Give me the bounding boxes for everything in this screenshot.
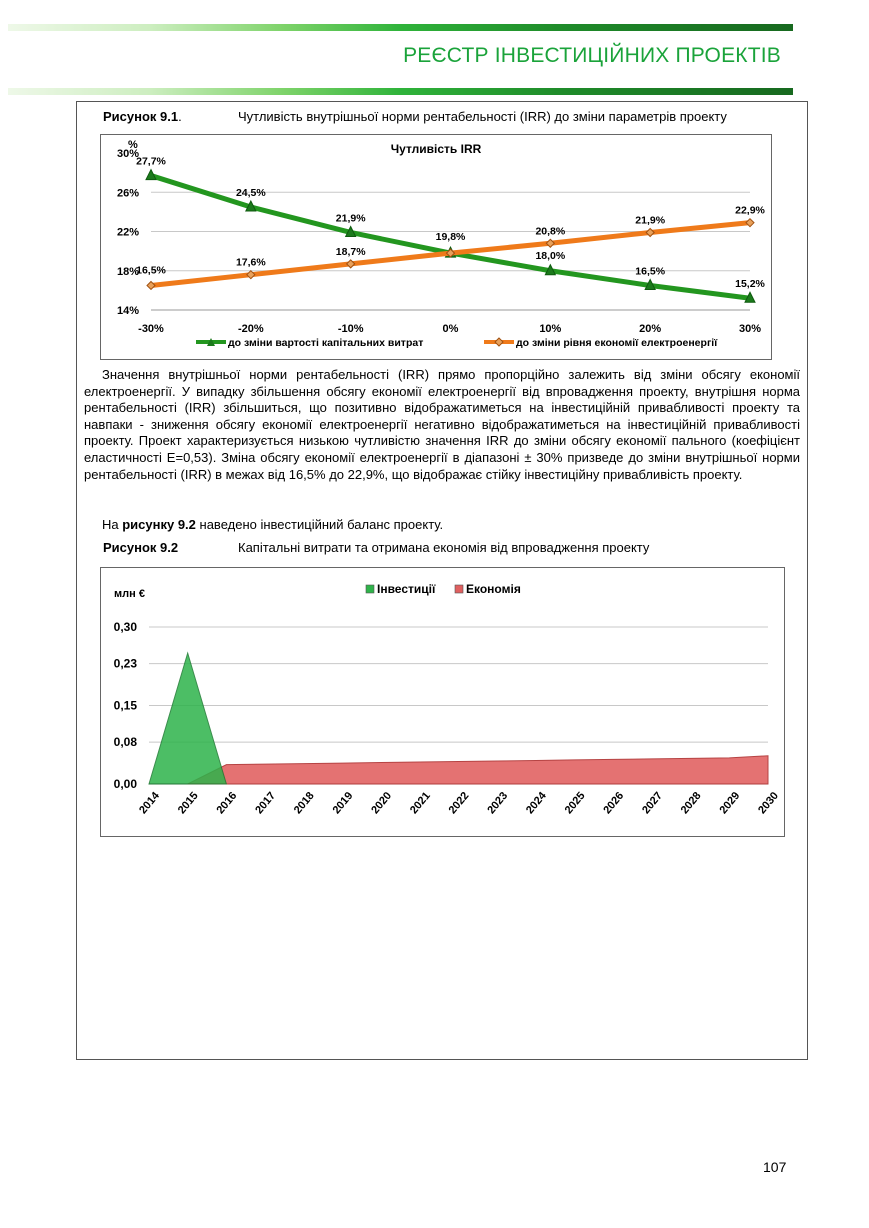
chart1-x-tick: -30% xyxy=(138,323,164,335)
chart2-y-tick: 0,08 xyxy=(113,735,137,750)
chart1-y-unit: % xyxy=(128,139,138,151)
chart2-x-tick: 2026 xyxy=(601,789,627,817)
page-number: 107 xyxy=(763,1159,787,1175)
header-band-bottom xyxy=(8,88,793,95)
chart1-y-tick: 14% xyxy=(116,305,139,317)
chart1-data-label: 17,6% xyxy=(235,256,266,269)
chart2-legend-swatch xyxy=(455,585,463,593)
chart1-data-label: 20,8% xyxy=(535,225,566,238)
investment-balance-svg xyxy=(101,568,784,836)
figure2-caption: Капітальні витрати та отримана економія від впровадження проекту xyxy=(238,540,650,555)
chart2-x-tick: 2014 xyxy=(137,789,163,817)
chart2-x-tick: 2027 xyxy=(640,789,665,817)
chart1-y-tick: 22% xyxy=(116,226,139,239)
chart1-y-tick: 26% xyxy=(116,187,139,200)
chart2-economy-area xyxy=(188,756,768,784)
chart2-investment-area xyxy=(149,653,226,784)
chart2-x-tick: 2019 xyxy=(330,789,356,817)
chart1-data-label: 27,7% xyxy=(136,155,166,168)
chart1-data-label: 18,7% xyxy=(335,245,366,258)
paragraph-2-bold: рисунку 9.2 xyxy=(122,517,196,532)
chart1-y-tick: 30% xyxy=(116,148,139,160)
chart2-x-tick: 2017 xyxy=(253,789,279,817)
figure1-label xyxy=(103,109,182,124)
chart2-x-tick: 2015 xyxy=(175,789,201,817)
chart2-x-tick: 2025 xyxy=(562,789,588,817)
chart1-x-tick: 10% xyxy=(539,323,562,335)
chart2-x-tick: 2030 xyxy=(756,789,782,817)
chart1-x-tick: 0% xyxy=(442,323,459,335)
chart1-data-label: 16,5% xyxy=(136,264,166,277)
chart1-point xyxy=(746,219,754,227)
paragraph-1: Значення внутрішньої норми рентабельності (IRR) прямо пропорційно залежить від зміни обсягу економії електроенергії. У випадку збільшення обсягу економії електроенергії від впровадження проекту, внутрішня норма рентабельності (IRR) збільшиться, що позитивно відображатиметься на інвестиційній привабливості проекту та навпаки - зниження обсягу економії електроенергії негативно відображатиметься на інвестиційній привабливості проекту. Проект характеризується низькою чутливістю значення IRR до зміни обсягу економії пального (коефіцієнт еластичності Е=0,53). Зміна обсягу економії електроенергії в діапазоні ± 30% призведе до зміни внутрішньої норми рентабельності (IRR) в межах від 16,5% до 22,9%, що відображає стійку інвестиційну привабливість проекту. xyxy=(84,367,800,482)
chart1-data-label: 21,9% xyxy=(635,214,666,227)
chart2-y-tick: 0,30 xyxy=(113,620,137,634)
chart1-data-label: 19,8% xyxy=(435,231,466,244)
chart2-legend-label: Економія xyxy=(466,582,521,596)
chart2-x-tick: 2018 xyxy=(291,789,317,817)
chart1-data-label: 21,9% xyxy=(335,212,366,225)
chart2-x-tick: 2029 xyxy=(717,789,743,817)
paragraph-2 xyxy=(102,517,443,532)
chart2-x-tick: 2020 xyxy=(369,789,395,817)
chart1-x-tick: 30% xyxy=(738,323,762,335)
header-band-top xyxy=(8,24,793,31)
chart2-x-tick: 2028 xyxy=(678,789,704,817)
figure1-caption: Чутливість внутрішньої норми рентабельності (IRR) до зміни параметрів проекту xyxy=(238,109,727,124)
paragraph-2-suffix: наведено інвестиційний баланс проекту. xyxy=(195,517,444,532)
figure1-label-suffix: . xyxy=(178,109,182,124)
chart1-x-tick: -10% xyxy=(337,323,364,335)
investment-balance-chart xyxy=(100,567,785,837)
chart1-y-tick: 18% xyxy=(116,265,139,278)
header-title: РЕЄСТР ІНВЕСТИЦІЙНИХ ПРОЕКТІВ xyxy=(403,44,781,67)
chart2-x-tick: 2022 xyxy=(446,789,472,817)
figure2-label xyxy=(103,540,178,555)
chart1-x-tick: -20% xyxy=(237,323,264,335)
chart2-y-tick: 0,00 xyxy=(113,777,137,791)
chart1-title: Чутливість IRR xyxy=(390,142,482,156)
chart2-x-tick: 2023 xyxy=(485,789,511,817)
chart1-x-tick: 20% xyxy=(639,323,662,335)
paragraph-2-prefix: На xyxy=(102,517,123,532)
chart1-data-label: 15,2% xyxy=(735,278,765,291)
chart2-x-tick: 2021 xyxy=(407,789,433,817)
irr-sensitivity-svg xyxy=(101,135,771,359)
chart2-y-tick: 0,15 xyxy=(113,698,137,713)
chart2-x-tick: 2024 xyxy=(523,789,549,817)
chart2-y-unit: млн € xyxy=(114,588,145,600)
chart1-data-label: 18,0% xyxy=(535,249,566,262)
chart2-y-tick: 0,23 xyxy=(113,656,137,671)
chart1-legend-marker xyxy=(495,338,503,346)
chart1-legend-label: до зміни вартості капітальних витрат xyxy=(228,337,424,349)
chart2-legend-swatch xyxy=(366,585,374,593)
figure1-label-text: Рисунок 9.1 xyxy=(103,109,179,124)
chart1-data-label: 22,9% xyxy=(735,204,765,217)
chart1-legend-label: до зміни рівня економії електроенергії xyxy=(516,337,718,349)
irr-sensitivity-chart xyxy=(100,134,772,360)
chart1-data-label: 16,5% xyxy=(635,265,666,278)
chart2-legend-label: Інвестиції xyxy=(377,582,436,596)
figure2-label-text: Рисунок 9.2 xyxy=(103,540,179,555)
chart1-data-label: 24,5% xyxy=(235,186,266,199)
chart2-x-tick: 2016 xyxy=(214,789,240,817)
